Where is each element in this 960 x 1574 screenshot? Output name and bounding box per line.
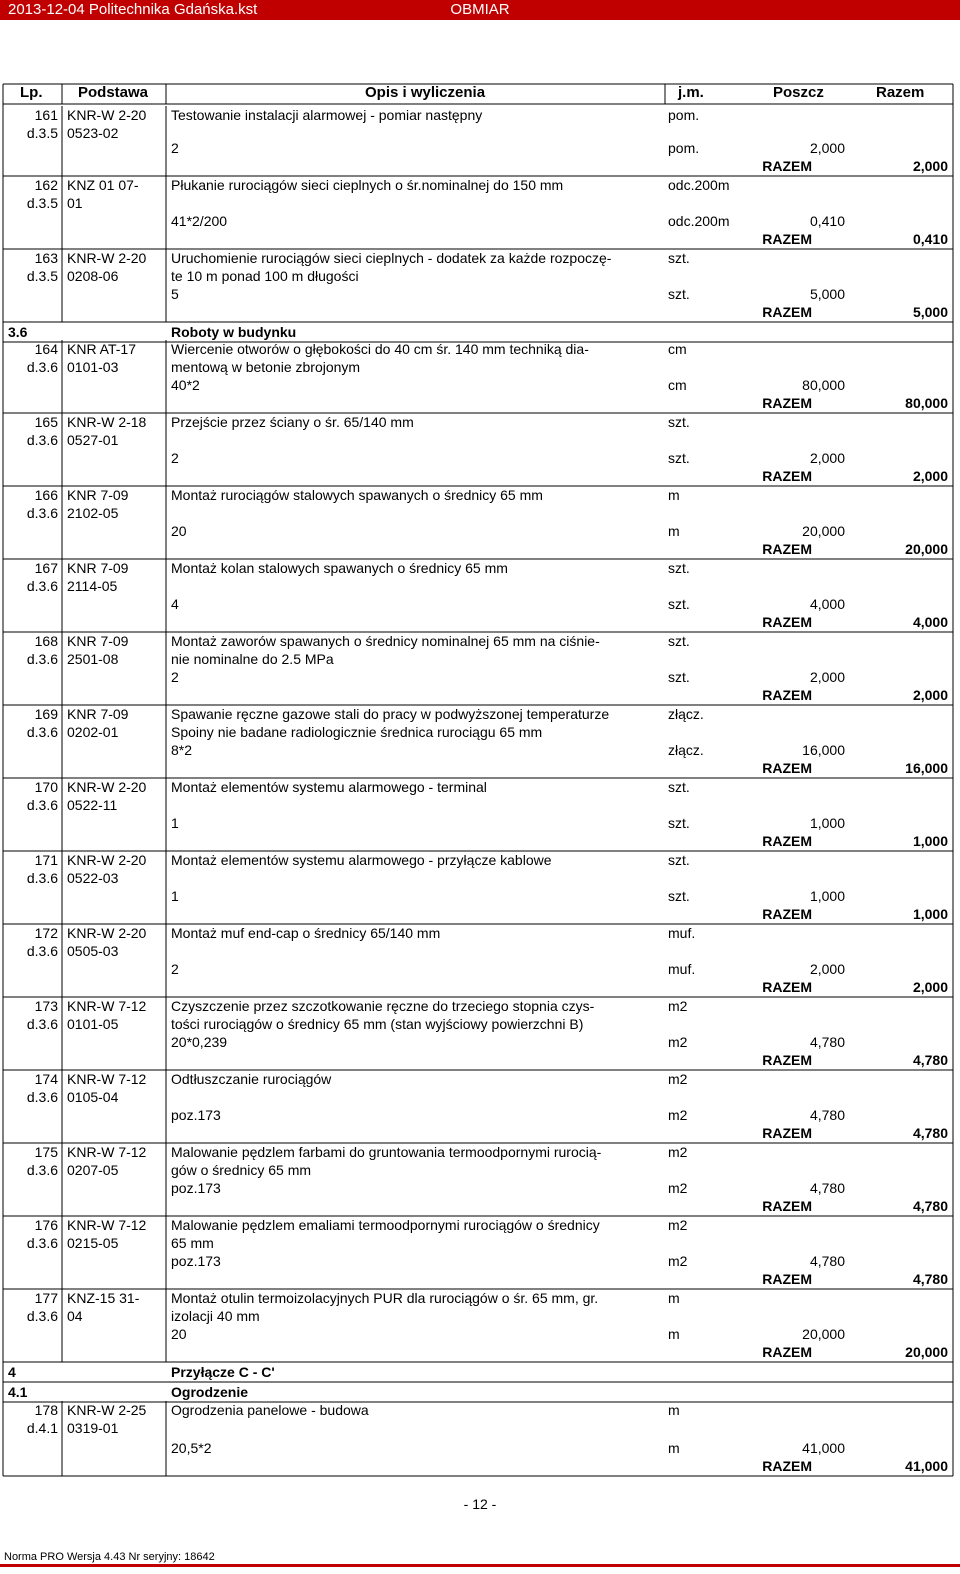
row-unit: szt. — [668, 633, 690, 649]
razem-label: RAZEM — [762, 468, 812, 484]
row-description: Montaż rurociągów stalowych spawanych o średnicy 65 mm — [171, 487, 543, 503]
row-podstawa-sub: 0319-01 — [67, 1420, 119, 1436]
row-lp: 164 — [34, 341, 58, 357]
row-poszcz-value: 16,000 — [802, 742, 845, 758]
row-podstawa-sub: 0105-04 — [67, 1089, 119, 1105]
row-unit: złącz. — [668, 706, 704, 722]
row-calculation: 41*2/200 — [171, 213, 228, 229]
row-lp: 171 — [34, 852, 58, 868]
razem-value: 2,000 — [912, 687, 948, 703]
razem-value: 2,000 — [912, 158, 948, 174]
razem-label: RAZEM — [762, 1052, 812, 1068]
row-poszcz-value: 1,000 — [809, 888, 845, 904]
row-podstawa: KNZ 01 07- — [67, 177, 139, 193]
row-description: Uruchomienie rurociągów sieci cieplnych - dodatek za każde rozpoczę- — [171, 250, 612, 266]
razem-label: RAZEM — [762, 1344, 812, 1360]
razem-value: 4,780 — [912, 1198, 948, 1214]
razem-value: 4,780 — [912, 1052, 948, 1068]
row-poszcz-value: 20,000 — [802, 1326, 845, 1342]
row-lp-sub: d.3.6 — [26, 359, 58, 375]
razem-label: RAZEM — [762, 760, 812, 776]
row-description: Malowanie pędzlem emaliami termoodpornymi rurociągów o średnicy — [171, 1217, 600, 1233]
print-header-right: OBMIAR — [450, 1, 510, 18]
row-calculation: poz.173 — [171, 1107, 221, 1123]
col-header-jm: j.m. — [678, 84, 704, 101]
col-header-razem: Razem — [876, 84, 925, 101]
row-podstawa: KNR-W 2-18 — [67, 414, 147, 430]
row-calculation: 8*2 — [171, 742, 193, 758]
row-lp-sub: d.3.5 — [26, 125, 58, 141]
razem-value: 4,000 — [912, 614, 948, 630]
row-unit: m2 — [668, 1071, 688, 1087]
row-description: Montaż elementów systemu alarmowego - terminal — [171, 779, 487, 795]
razem-label: RAZEM — [762, 906, 812, 922]
row-lp-sub: d.3.6 — [26, 943, 58, 959]
row-poszcz-value: 5,000 — [809, 286, 845, 302]
row-calculation: 2 — [171, 669, 179, 685]
row-podstawa: KNR-W 2-20 — [67, 852, 147, 868]
row-unit: m — [668, 487, 680, 503]
row-description: Testowanie instalacji alarmowej - pomiar następny — [171, 107, 483, 123]
row-description: Montaż zaworów spawanych o średnicy nominalnej 65 mm na ciśnie- — [171, 633, 600, 649]
row-podstawa: KNR-W 2-20 — [67, 779, 147, 795]
row-unit: m — [668, 1402, 680, 1418]
razem-label: RAZEM — [762, 158, 812, 174]
row-poszcz-value: 4,780 — [809, 1180, 845, 1196]
row-calc-unit: szt. — [668, 888, 690, 904]
row-description: Spawanie ręczne gazowe stali do pracy w podwyższonej temperaturze — [171, 706, 610, 722]
row-calculation: 20,5*2 — [171, 1440, 212, 1456]
razem-value: 41,000 — [905, 1458, 948, 1474]
row-podstawa: KNR-W 2-20 — [67, 107, 147, 123]
razem-value: 4,780 — [912, 1271, 948, 1287]
row-podstawa: KNZ-15 31- — [67, 1290, 140, 1306]
row-calc-unit: muf. — [668, 961, 696, 977]
row-podstawa: KNR-W 7-12 — [67, 1144, 147, 1160]
row-podstawa-sub: 2501-08 — [67, 651, 119, 667]
footer-rule — [0, 1564, 960, 1567]
razem-label: RAZEM — [762, 833, 812, 849]
row-description: Spoiny nie badane radiologicznie średnica rurociągu 65 mm — [171, 724, 543, 740]
row-description: Montaż muf end-cap o średnicy 65/140 mm — [171, 925, 441, 941]
row-lp: 173 — [34, 998, 58, 1014]
razem-value: 4,780 — [912, 1125, 948, 1141]
row-lp: 167 — [34, 560, 58, 576]
row-podstawa-sub: 0522-03 — [67, 870, 119, 886]
row-unit: cm — [668, 341, 687, 357]
row-lp-sub: d.3.6 — [26, 870, 58, 886]
row-podstawa-sub: 0208-06 — [67, 268, 119, 284]
row-podstawa: KNR 7-09 — [67, 487, 129, 503]
razem-label: RAZEM — [762, 541, 812, 557]
row-poszcz-value: 2,000 — [809, 450, 845, 466]
row-calculation: poz.173 — [171, 1253, 221, 1269]
section-title: Ogrodzenie — [171, 1384, 249, 1400]
row-calc-unit: m2 — [668, 1034, 688, 1050]
row-unit: szt. — [668, 852, 690, 868]
row-podstawa-sub: 2102-05 — [67, 505, 119, 521]
row-poszcz-value: 41,000 — [802, 1440, 845, 1456]
row-lp: 177 — [34, 1290, 58, 1306]
row-description: Przejście przez ściany o śr. 65/140 mm — [171, 414, 414, 430]
razem-value: 80,000 — [905, 395, 948, 411]
row-description: Wiercenie otworów o głębokości do 40 cm śr. 140 mm techniką dia- — [171, 341, 589, 357]
razem-value: 20,000 — [905, 1344, 948, 1360]
row-lp: 178 — [34, 1402, 58, 1418]
row-description: 65 mm — [171, 1235, 214, 1251]
row-podstawa: KNR 7-09 — [67, 706, 129, 722]
razem-value: 0,410 — [912, 231, 948, 247]
row-podstawa-sub: 01 — [67, 195, 83, 211]
row-lp: 161 — [34, 107, 58, 123]
row-podstawa: KNR-W 2-25 — [67, 1402, 147, 1418]
row-podstawa: KNR-W 2-20 — [67, 250, 147, 266]
row-lp-sub: d.3.6 — [26, 1235, 58, 1251]
row-unit: szt. — [668, 414, 690, 430]
razem-label: RAZEM — [762, 687, 812, 703]
row-description: izolacji 40 mm — [171, 1308, 260, 1324]
row-lp: 176 — [34, 1217, 58, 1233]
row-lp: 165 — [34, 414, 58, 430]
row-lp-sub: d.3.6 — [26, 1308, 58, 1324]
row-calc-unit: odc.200m — [668, 213, 730, 229]
row-unit: odc.200m — [668, 177, 730, 193]
print-header-left: 2013-12-04 Politechnika Gdańska.kst — [8, 1, 258, 18]
row-lp-sub: d.3.6 — [26, 1016, 58, 1032]
razem-label: RAZEM — [762, 1271, 812, 1287]
razem-label: RAZEM — [762, 231, 812, 247]
row-calc-unit: cm — [668, 377, 687, 393]
razem-value: 2,000 — [912, 468, 948, 484]
row-description: Montaż elementów systemu alarmowego - przyłącze kablowe — [171, 852, 552, 868]
razem-label: RAZEM — [762, 304, 812, 320]
row-lp: 166 — [34, 487, 58, 503]
row-lp: 168 — [34, 633, 58, 649]
row-calculation: 5 — [171, 286, 179, 302]
row-calc-unit: m — [668, 1326, 680, 1342]
row-description: tości rurociągów o średnicy 65 mm (stan wyjściowy powierzchni B) — [171, 1016, 584, 1032]
row-poszcz-value: 2,000 — [809, 961, 845, 977]
razem-value: 2,000 — [912, 979, 948, 995]
row-poszcz-value: 2,000 — [809, 140, 845, 156]
row-lp: 174 — [34, 1071, 58, 1087]
row-unit: m2 — [668, 998, 688, 1014]
razem-value: 1,000 — [912, 833, 948, 849]
row-podstawa-sub: 0527-01 — [67, 432, 119, 448]
col-header-poszcz: Poszcz — [773, 84, 824, 101]
row-unit: m — [668, 1290, 680, 1306]
razem-label: RAZEM — [762, 395, 812, 411]
row-lp: 172 — [34, 925, 58, 941]
row-calc-unit: szt. — [668, 450, 690, 466]
row-podstawa: KNR AT-17 — [67, 341, 136, 357]
row-lp-sub: d.4.1 — [26, 1420, 58, 1436]
row-lp-sub: d.3.6 — [26, 797, 58, 813]
row-calculation: poz.173 — [171, 1180, 221, 1196]
row-podstawa-sub: 0101-03 — [67, 359, 119, 375]
row-calc-unit: szt. — [668, 815, 690, 831]
row-description: Płukanie rurociągów sieci cieplnych o śr.nominalnej do 150 mm — [171, 177, 564, 193]
row-calc-unit: szt. — [668, 596, 690, 612]
row-description: te 10 m ponad 100 m długości — [171, 268, 359, 284]
row-lp-sub: d.3.6 — [26, 432, 58, 448]
razem-label: RAZEM — [762, 614, 812, 630]
row-lp: 169 — [34, 706, 58, 722]
row-podstawa: KNR-W 7-12 — [67, 1071, 147, 1087]
row-poszcz-value: 80,000 — [802, 377, 845, 393]
row-poszcz-value: 4,780 — [809, 1034, 845, 1050]
row-calc-unit: m2 — [668, 1107, 688, 1123]
row-lp-sub: d.3.6 — [26, 724, 58, 740]
row-lp-sub: d.3.5 — [26, 268, 58, 284]
section-title: Roboty w budynku — [171, 324, 297, 340]
row-lp-sub: d.3.5 — [26, 195, 58, 211]
row-podstawa-sub: 0505-03 — [67, 943, 119, 959]
page-number: - 12 - — [463, 1496, 497, 1512]
row-calc-unit: szt. — [668, 669, 690, 685]
razem-label: RAZEM — [762, 1198, 812, 1214]
row-podstawa-sub: 04 — [67, 1308, 83, 1324]
section-number: 4.1 — [8, 1384, 28, 1400]
row-unit: szt. — [668, 560, 690, 576]
row-poszcz-value: 0,410 — [809, 213, 845, 229]
row-calculation: 20 — [171, 1326, 187, 1342]
row-calc-unit: złącz. — [668, 742, 704, 758]
row-unit: szt. — [668, 250, 690, 266]
footer-text: Norma PRO Wersja 4.43 Nr seryjny: 18642 — [4, 1551, 215, 1563]
row-podstawa-sub: 0101-05 — [67, 1016, 119, 1032]
row-calc-unit: pom. — [668, 140, 700, 156]
row-calc-unit: m2 — [668, 1253, 688, 1269]
row-unit: m2 — [668, 1144, 688, 1160]
row-calc-unit: szt. — [668, 286, 690, 302]
row-lp-sub: d.3.6 — [26, 578, 58, 594]
row-poszcz-value: 4,780 — [809, 1253, 845, 1269]
row-poszcz-value: 20,000 — [802, 523, 845, 539]
razem-label: RAZEM — [762, 979, 812, 995]
row-lp: 170 — [34, 779, 58, 795]
row-description: Odtłuszczanie rurociągów — [171, 1071, 332, 1087]
row-description: mentową w betonie zbrojonym — [171, 359, 361, 375]
row-podstawa-sub: 0522-11 — [67, 797, 118, 813]
col-header-opis: Opis i wyliczenia — [365, 84, 486, 101]
row-calculation: 1 — [171, 815, 179, 831]
row-podstawa: KNR-W 7-12 — [67, 998, 147, 1014]
row-description: Ogrodzenia panelowe - budowa — [171, 1402, 369, 1418]
row-poszcz-value: 4,780 — [809, 1107, 845, 1123]
row-calculation: 1 — [171, 888, 179, 904]
row-podstawa: KNR 7-09 — [67, 633, 129, 649]
row-lp-sub: d.3.6 — [26, 1089, 58, 1105]
razem-label: RAZEM — [762, 1125, 812, 1141]
col-header-podstawa: Podstawa — [78, 84, 149, 101]
row-podstawa-sub: 0207-05 — [67, 1162, 119, 1178]
section-number: 3.6 — [8, 324, 28, 340]
row-description: Czyszczenie przez szczotkowanie ręczne do trzeciego stopnia czys- — [171, 998, 595, 1014]
row-lp: 175 — [34, 1144, 58, 1160]
row-calculation: 2 — [171, 140, 179, 156]
row-poszcz-value: 4,000 — [809, 596, 845, 612]
row-calc-unit: m — [668, 1440, 680, 1456]
row-description: Malowanie pędzlem farbami do gruntowania termoodpornymi rurocią- — [171, 1144, 602, 1160]
row-podstawa: KNR-W 7-12 — [67, 1217, 147, 1233]
row-podstawa-sub: 0202-01 — [67, 724, 119, 740]
row-podstawa-sub: 0215-05 — [67, 1235, 119, 1251]
row-calc-unit: m — [668, 523, 680, 539]
row-calculation: 2 — [171, 450, 179, 466]
row-lp-sub: d.3.6 — [26, 505, 58, 521]
section-number: 4 — [8, 1364, 16, 1380]
razem-value: 16,000 — [905, 760, 948, 776]
row-podstawa-sub: 0523-02 — [67, 125, 119, 141]
row-description: gów o średnicy 65 mm — [171, 1162, 312, 1178]
row-poszcz-value: 2,000 — [809, 669, 845, 685]
row-calculation: 2 — [171, 961, 179, 977]
row-unit: pom. — [668, 107, 700, 123]
row-podstawa: KNR 7-09 — [67, 560, 129, 576]
section-title: Przyłącze C - C' — [171, 1364, 275, 1380]
row-lp: 163 — [34, 250, 58, 266]
row-unit: szt. — [668, 779, 690, 795]
row-podstawa: KNR-W 2-20 — [67, 925, 147, 941]
razem-label: RAZEM — [762, 1458, 812, 1474]
row-poszcz-value: 1,000 — [809, 815, 845, 831]
razem-value: 5,000 — [912, 304, 948, 320]
row-description: nie nominalne do 2.5 MPa — [171, 651, 334, 667]
row-unit: muf. — [668, 925, 696, 941]
row-unit: m2 — [668, 1217, 688, 1233]
razem-value: 20,000 — [905, 541, 948, 557]
row-lp-sub: d.3.6 — [26, 651, 58, 667]
row-description: Montaż kolan stalowych spawanych o średnicy 65 mm — [171, 560, 508, 576]
row-calculation: 4 — [171, 596, 179, 612]
row-calculation: 20*0,239 — [171, 1034, 228, 1050]
row-lp: 162 — [34, 177, 58, 193]
col-header-lp: Lp. — [20, 84, 43, 101]
row-description: Montaż otulin termoizolacyjnych PUR dla rurociągów o śr. 65 mm, gr. — [171, 1290, 599, 1306]
row-podstawa-sub: 2114-05 — [67, 578, 118, 594]
row-calculation: 40*2 — [171, 377, 200, 393]
row-lp-sub: d.3.6 — [26, 1162, 58, 1178]
row-calc-unit: m2 — [668, 1180, 688, 1196]
razem-value: 1,000 — [912, 906, 948, 922]
row-calculation: 20 — [171, 523, 187, 539]
